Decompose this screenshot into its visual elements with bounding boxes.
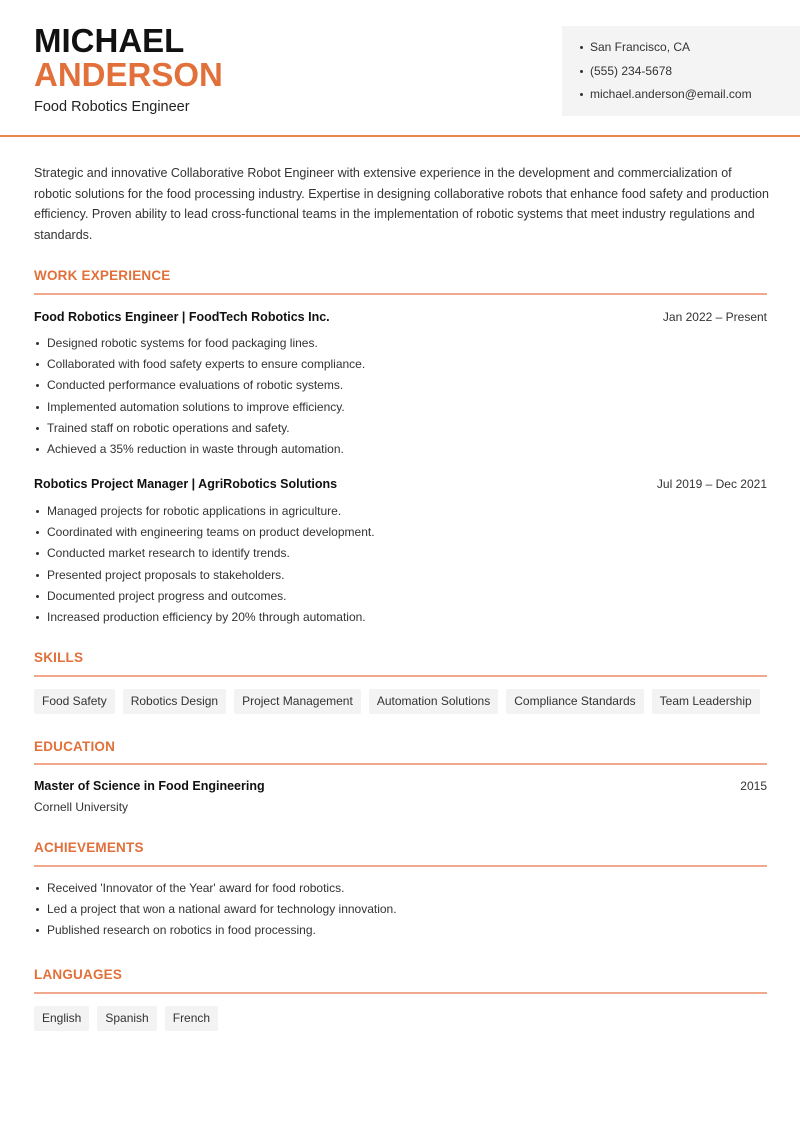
skill-chip: Automation Solutions xyxy=(369,689,498,714)
skills-list xyxy=(34,689,760,714)
language-chip: Spanish xyxy=(97,1006,156,1031)
job-role-company: Robotics Project Manager | AgriRobotics Solutions xyxy=(34,477,338,491)
list-item: Trained staff on robotic operations and safety. xyxy=(34,420,365,441)
achievements-list xyxy=(34,880,397,944)
section-divider xyxy=(34,293,767,295)
skill-chip: Food Safety xyxy=(34,689,115,714)
list-item: Collaborated with food safety experts to ensure compliance. xyxy=(34,356,365,377)
section-divider xyxy=(34,865,767,867)
section-title-achievements: ACHIEVEMENTS xyxy=(34,840,144,855)
job-heading xyxy=(34,310,767,324)
education-entry xyxy=(34,779,767,793)
list-item: Implemented automation solutions to improve efficiency. xyxy=(34,399,365,420)
list-item: Conducted performance evaluations of robotic systems. xyxy=(34,377,365,398)
list-item: Published research on robotics in food processing. xyxy=(34,922,397,943)
skill-chip: Project Management xyxy=(234,689,361,714)
list-item: Designed robotic systems for food packaging lines. xyxy=(34,335,365,356)
job-heading xyxy=(34,477,767,491)
skill-chip: Robotics Design xyxy=(123,689,226,714)
language-chip: French xyxy=(165,1006,218,1031)
list-item: Achieved a 35% reduction in waste through automation. xyxy=(34,441,365,462)
section-divider xyxy=(34,675,767,677)
job-title: Food Robotics Engineer xyxy=(34,99,190,115)
section-title-education: EDUCATION xyxy=(34,739,116,754)
job-role-company: Food Robotics Engineer | FoodTech Robotics Inc. xyxy=(34,310,330,324)
skill-chip: Compliance Standards xyxy=(506,689,643,714)
section-divider xyxy=(34,763,767,765)
job-dates: Jul 2019 – Dec 2021 xyxy=(656,477,767,491)
job-dates: Jan 2022 – Present xyxy=(662,310,767,324)
last-name: ANDERSON xyxy=(34,56,223,93)
language-chip: English xyxy=(34,1006,89,1031)
resume-header xyxy=(0,0,800,137)
languages-list xyxy=(34,1006,218,1031)
first-name: MICHAEL xyxy=(34,22,185,59)
section-title-skills: SKILLS xyxy=(34,650,84,665)
job-bullets xyxy=(34,335,365,462)
contact-location: San Francisco, CA xyxy=(580,38,800,62)
skill-chip: Team Leadership xyxy=(652,689,760,714)
section-divider xyxy=(34,992,767,994)
list-item: Managed projects for robotic applications in agriculture. xyxy=(34,503,375,524)
list-item: Presented project proposals to stakeholders. xyxy=(34,567,375,588)
job-bullets xyxy=(34,503,375,630)
list-item: Led a project that won a national award for technology innovation. xyxy=(34,901,397,922)
summary: Strategic and innovative Collaborative Robot Engineer with extensive experience in the development and commercialization of robotic solutions for the food processing industry. Expertise in designing collaborative robots that enhance food safety and production efficiency. Proven ability to lead cross-functional teams in the implementation of robotic systems that meet industry regulations and standards. xyxy=(34,166,769,243)
degree: Master of Science in Food Engineering xyxy=(34,779,265,793)
list-item: Received 'Innovator of the Year' award for food robotics. xyxy=(34,880,397,901)
school: Cornell University xyxy=(34,800,129,814)
contact-phone: (555) 234-5678 xyxy=(580,62,800,86)
section-title-work: WORK EXPERIENCE xyxy=(34,268,171,283)
contact-box xyxy=(562,26,800,116)
list-item: Increased production efficiency by 20% through automation. xyxy=(34,609,375,630)
section-title-languages: LANGUAGES xyxy=(34,967,123,982)
graduation-year: 2015 xyxy=(740,779,767,793)
list-item: Coordinated with engineering teams on product development. xyxy=(34,524,375,545)
list-item: Conducted market research to identify trends. xyxy=(34,545,375,566)
contact-email[interactable]: michael.anderson@email.com xyxy=(580,85,800,109)
list-item: Documented project progress and outcomes. xyxy=(34,588,375,609)
